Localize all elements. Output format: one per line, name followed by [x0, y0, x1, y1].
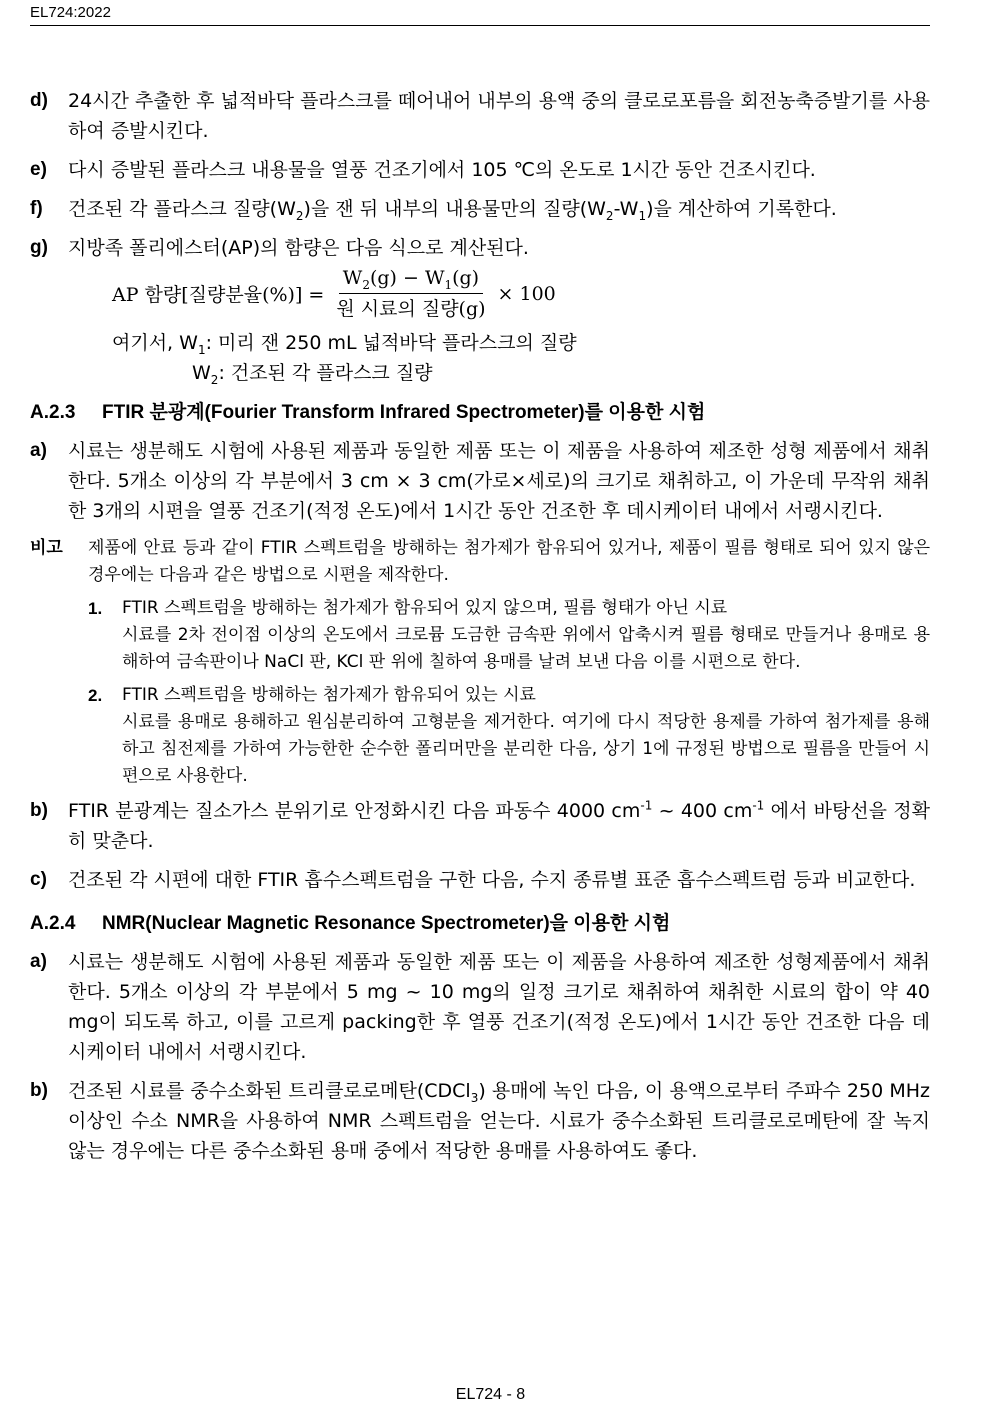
item-marker: b) — [30, 800, 48, 821]
item-text: 시료는 생분해도 시험에 사용된 제품과 동일한 제품 또는 이 제품을 사용하여 제조한 성형제품에서 채취한다. 5개소 이상의 각 부분에서 5 mg ~ 10 mg의 일정 크기로 채취하여 채취한 시료의 합이 약 40 mg이 되도록 하고, 이를 고르게 packing한 후 열풍 건조기(적정 온도)에서 1시간 동안 건조한 다음 데시케이터 내에서 서랭시킨다. — [68, 951, 930, 1063]
item-text: 건조된 각 플라스크 질량$(W_2)$을 잰 뒤 내부의 내용물만의 질량$(W_2-W_1)$을 계산하여 기록한다. — [68, 198, 837, 223]
section-heading-a24 — [30, 909, 930, 939]
section-heading-a23 — [30, 398, 930, 428]
formula-rhs: × 100 — [497, 282, 556, 305]
section-title: NMR(Nuclear Magnetic Resonance Spectrometer)을 이용한 시험 — [102, 913, 671, 934]
content-formula — [112, 265, 930, 322]
item-text: 건조된 시료를 중수소화된 트리클로로메탄(CDCl$_3$) 용매에 녹인 다음, 이 용액으로부터 주파수 250 MHz 이상인 수소 NMR을 사용하여 NMR 스펙트럼을 얻는다. 시료가 중수소화된 트리클로로메탄에 잘 녹지 않는 경우에는 다른 중수소화된 용매 중에서 적당한 용매를 사용하여도 좋다. — [68, 1080, 930, 1162]
page-footer — [0, 1386, 981, 1404]
list-item-g — [30, 233, 930, 263]
item-marker: a) — [30, 951, 47, 972]
list-item-a24-b — [30, 1076, 930, 1166]
document-header — [30, 3, 930, 26]
sub-item-text: 시료를 용매로 용해하고 원심분리하여 고형분을 제거한다. 여기에 다시 적당한 용제를 가하여 첨가제를 용해하고 침전제를 가하여 가능한한 순수한 폴리머만을 분리한 다음, 상기 1에 규정된 방법으로 필름을 만들어 시편으로 사용한다. — [122, 712, 930, 786]
item-marker: e) — [30, 159, 47, 180]
note-marker: 비고 — [30, 538, 63, 558]
list-item-d — [30, 86, 930, 146]
list-item-a23-a — [30, 436, 930, 526]
note-block — [30, 535, 930, 589]
list-item-a23-c — [30, 865, 930, 895]
page-content — [30, 86, 930, 1175]
section-title: FTIR 분광계(Fourier Transform Infrared Spectrometer)를 이용한 시험 — [102, 402, 706, 423]
note-sub-item-1 — [88, 595, 930, 676]
note-sub-item-2 — [88, 682, 930, 790]
item-marker: b) — [30, 1080, 48, 1101]
sub-item-marker: 2. — [88, 686, 103, 705]
item-text: FTIR 분광계는 질소가스 분위기로 안정화시킨 다음 파동수 4000 $cm^{-1}$ ~ 400 $cm^{-1}$ 에서 바탕선을 정확히 맞춘다. — [68, 798, 930, 852]
sub-item-text: 시료를 2차 전이점 이상의 온도에서 크로뮴 도금한 금속판 위에서 압축시켜 필름 형태로 만들거나 용매로 용해하여 금속판이나 NaCl 판, KCl 판 위에 칠하여 용매를 날려 보낸 다음 이를 시편으로 한다. — [122, 625, 930, 672]
formula-denominator: 원 시료의 질량(g) — [336, 298, 486, 320]
item-text: 24시간 추출한 후 넓적바닥 플라스크를 떼어내어 내부의 용액 중의 클로로포름을 회전농축증발기를 사용하여 증발시킨다. — [68, 90, 930, 142]
list-item-a24-a — [30, 947, 930, 1067]
list-item-a23-b — [30, 796, 930, 856]
item-text: 시료는 생분해도 시험에 사용된 제품과 동일한 제품 또는 이 제품을 사용하여 제조한 성형 제품에서 채취한다. 5개소 이상의 각 부분에서 3 cm × 3 cm(가로×세로)의 크기로 채취하고, 이 가운데 무작위 채취한 3개의 시편을 열풍 건조기(적정 온도)에서 1시간 동안 건조한 후 데시케이터 내에서 서랭시킨다. — [68, 440, 930, 522]
item-marker: a) — [30, 440, 47, 461]
item-marker: d) — [30, 90, 48, 111]
sub-item-title: FTIR 스펙트럼을 방해하는 첨가제가 함유되어 있는 시료 — [122, 685, 536, 705]
where-line-w2: $W_2$: 건조된 각 플라스크 질량 — [192, 362, 433, 387]
formula-fraction — [332, 265, 489, 322]
list-item-e — [30, 155, 930, 185]
section-number: A.2.3 — [30, 402, 76, 423]
sub-item-title: FTIR 스펙트럼을 방해하는 첨가제가 함유되어 있지 않으며, 필름 형태가 아닌 시료 — [122, 598, 728, 618]
item-text: 다시 증발된 플라스크 내용물을 열풍 건조기에서 105 ℃의 온도로 1시간 동안 건조시킨다. — [68, 159, 816, 181]
item-marker: f) — [30, 198, 43, 219]
formula-lhs: AP 함량[질량분율(%)] = — [112, 284, 325, 306]
formula-numerator: $W_2(g) - W_1(g)$ — [339, 265, 483, 294]
item-marker: g) — [30, 237, 48, 258]
list-item-f — [30, 194, 930, 224]
note-text: 제품에 안료 등과 같이 FTIR 스펙트럼을 방해하는 첨가제가 함유되어 있거나, 제품이 필름 형태로 되어 있지 않은 경우에는 다음과 같은 방법으로 시편을 제작한다. — [88, 538, 930, 585]
item-marker: c) — [30, 869, 47, 890]
page-number: EL724 - 8 — [455, 1386, 526, 1403]
sub-item-marker: 1. — [88, 599, 103, 618]
where-line-w1: 여기서, $W_1$: 미리 잰 250 mL 넓적바닥 플라스크의 질량 — [112, 332, 577, 357]
section-number: A.2.4 — [30, 913, 76, 934]
item-text: 건조된 각 시편에 대한 FTIR 흡수스펙트럼을 구한 다음, 수지 종류별 표준 흡수스펙트럼 등과 비교한다. — [68, 869, 916, 891]
document-id: EL724:2022 — [30, 4, 111, 21]
item-text: 지방족 폴리에스터(AP)의 함량은 다음 식으로 계산된다. — [68, 237, 529, 259]
